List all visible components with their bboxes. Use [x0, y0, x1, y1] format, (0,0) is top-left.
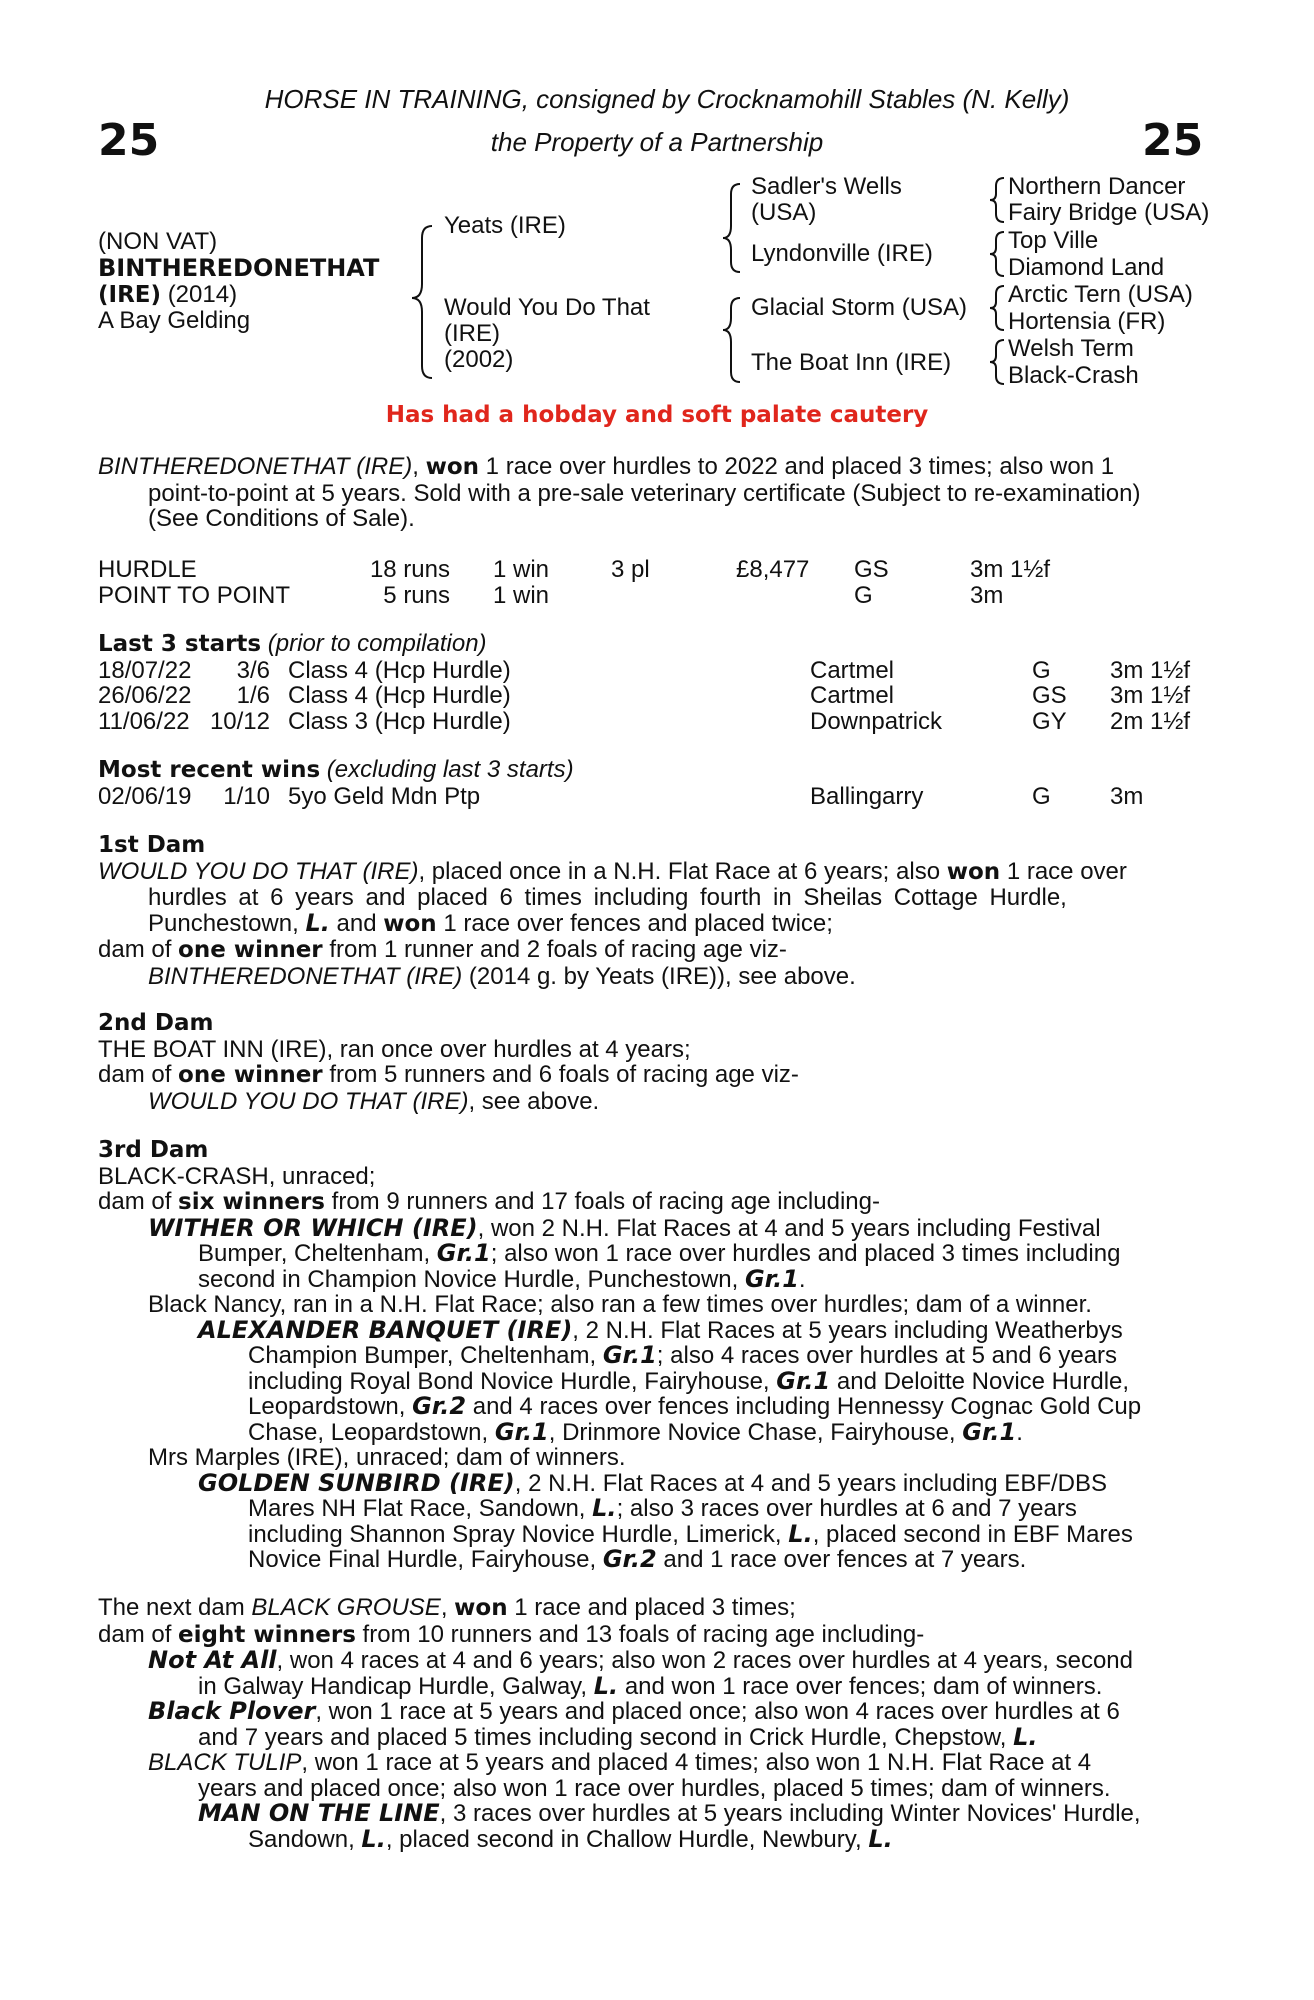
first-dam-line2: hurdles at 6 years and placed 6 times including fourth in Sheilas Cottage Hurdle,: [148, 884, 1067, 911]
record-row: [98, 557, 1206, 583]
start-date: 02/06/19: [98, 782, 192, 810]
summary-line2: point-to-point at 5 years. Sold with a pre-sale veterinary certificate (Subject to re-examination): [148, 479, 1141, 507]
start-pos: 1/6: [236, 682, 270, 709]
record-runs: 18 runs: [369, 556, 450, 583]
golden-sunbird-line2: Mares NH Flat Race, Sandown, L.; also 3 races over hurdles at 6 and 7 years: [248, 1494, 1077, 1522]
first-dam-line3: Punchestown, L. and won 1 race over fences and placed twice;: [148, 908, 833, 937]
start-going: GS: [1032, 682, 1067, 709]
summary-line1: 1 race over hurdles to 2022 and placed 3 times; also won 1: [479, 453, 1115, 480]
first-dam-line4: dam of one winner from 1 runner and 2 foals of racing age viz-: [98, 936, 787, 963]
start-date: 11/06/22: [98, 707, 190, 735]
pedigree-dam-line2: (IRE): [444, 320, 500, 347]
pedigree-dam-sire: Glacial Storm (USA): [751, 294, 968, 321]
start-pos: 3/6: [236, 656, 270, 684]
record-wins: 1 win: [493, 556, 550, 583]
start-row: [98, 658, 1206, 684]
pedigree-sire-dam: Lyndonville (IRE): [751, 240, 933, 267]
start-course: Cartmel: [810, 682, 895, 709]
pedigree-g1: Northern Dancer: [1008, 173, 1186, 200]
pedigree-g5: Arctic Tern (USA): [1008, 281, 1193, 308]
alexander-banquet-line5: Chase, Leopardstown, Gr.1, Drinmore Novice Chase, Fairyhouse, Gr.1.: [248, 1417, 1023, 1446]
recent-wins-heading: [98, 757, 1206, 784]
start-dist: 3m 1½f: [1110, 682, 1191, 709]
start-course: Ballingarry: [810, 782, 924, 810]
brace-dam: [723, 298, 740, 382]
last-three-rows: [98, 658, 1206, 735]
record-type: POINT TO POINT: [98, 581, 291, 609]
record-wins: 1 win: [493, 581, 550, 609]
alexander-banquet-line2: Champion Bumper, Cheltenham, Gr.1; also 4 races over hurdles at 5 and 6 years: [248, 1341, 1118, 1369]
brace-sire: [723, 184, 740, 272]
pedigree-sire-sire-line2: (USA): [751, 199, 817, 226]
last-three-starts: [98, 631, 1206, 734]
last-three-title: Last 3 starts: [98, 631, 262, 657]
recent-wins-rows: [98, 784, 1206, 810]
start-pos: 10/12: [209, 707, 270, 735]
pedigree-braces: [0, 0, 1314, 400]
start-course: Cartmel: [810, 656, 895, 684]
pedigree-g4: Diamond Land: [1008, 254, 1165, 281]
last-three-heading: [98, 631, 1206, 658]
second-dam-section: [98, 1011, 1206, 1114]
summary-paragraph: [98, 454, 1206, 532]
second-dam-line2: dam of one winner from 5 runners and 6 foals of racing age viz-: [98, 1061, 799, 1088]
alexander-banquet-line3: including Royal Bond Novice Hurdle, Fairyhouse, Gr.1 and Deloitte Novice Hurdle,: [248, 1366, 1130, 1395]
start-race: Class 4 (Hcp Hurdle): [288, 682, 511, 709]
record-going: G: [854, 581, 873, 609]
record-row: [98, 583, 1206, 609]
record-runs: 5 runs: [383, 581, 450, 609]
pedigree-g6: Hortensia (FR): [1008, 308, 1166, 335]
next-dam-line1: The next dam BLACK GROUSE, won 1 race and placed 3 times;: [98, 1594, 796, 1621]
record-prize: £8,477: [736, 556, 810, 583]
man-on-the-line-line2: Sandown, L., placed second in Challow Hurdle, Newbury, L.: [248, 1824, 893, 1853]
most-recent-wins: [98, 757, 1206, 809]
black-plover-line1: Black Plover, won 1 race at 5 years and placed once; also won 4 races over hurdles at 6: [148, 1697, 1120, 1725]
record-dist: 3m: [970, 581, 1004, 609]
summary-horse-name: BINTHEREDONETHAT (IRE): [98, 453, 413, 480]
brace-g12: [990, 178, 1004, 222]
golden-sunbird-line1: GOLDEN SUNBIRD (IRE), 2 N.H. Flat Races at 4 and 5 years including EBF/DBS: [198, 1468, 1107, 1497]
black-tulip-line2: years and placed once; also won 1 race over hurdles, placed 5 times; dam of winners.: [198, 1774, 1111, 1802]
record-type: HURDLE: [98, 556, 197, 583]
horse-suffix: (IRE): [98, 282, 162, 308]
third-dam-section: [98, 1138, 1206, 1573]
veterinary-notice: Has had a hobday and soft palate cautery: [385, 402, 929, 428]
start-course: Downpatrick: [810, 707, 943, 735]
start-row: [98, 683, 1206, 709]
not-at-all-line1: Not At All, won 4 races at 4 and 6 years; also won 2 races over hurdles at 4 years, second: [148, 1646, 1133, 1674]
vat-status: (NON VAT): [98, 228, 218, 255]
pedigree-dam-dam: The Boat Inn (IRE): [751, 349, 952, 376]
first-dam-line5: BINTHEREDONETHAT (IRE) (2014 g. by Yeats (IRE)), see above.: [148, 962, 856, 990]
third-dam-line1: BLACK-CRASH, unraced;: [98, 1162, 376, 1190]
start-dist: 3m: [1110, 782, 1144, 810]
consignor-line: HORSE IN TRAINING, consigned by Crocknamohill Stables (N. Kelly): [264, 84, 1070, 114]
brace-g78: [990, 340, 1004, 384]
start-race: 5yo Geld Mdn Ptp: [288, 782, 481, 810]
brace-g34: [990, 232, 1004, 276]
second-dam-line3: WOULD YOU DO THAT (IRE), see above.: [148, 1087, 600, 1115]
start-dist: 3m 1½f: [1110, 656, 1191, 684]
property-line: the Property of a Partnership: [490, 127, 824, 157]
pedigree-dam-line1: Would You Do That: [444, 294, 650, 321]
recent-wins-note: (excluding last 3 starts): [320, 756, 574, 783]
mrs-marples-line: Mrs Marples (IRE), unraced; dam of winners.: [148, 1444, 626, 1471]
record-going: GS: [854, 556, 889, 583]
man-on-the-line-line1: MAN ON THE LINE, 3 races over hurdles at 5 years including Winter Novices' Hurdle,: [198, 1799, 1141, 1827]
summary-won: won: [425, 454, 480, 480]
golden-sunbird-line3: including Shannon Spray Novice Hurdle, Limerick, L., placed second in EBF Mares: [248, 1519, 1133, 1548]
pedigree-g2: Fairy Bridge (USA): [1008, 199, 1210, 226]
wither-or-which-line2: Bumper, Cheltenham, Gr.1; also won 1 race over hurdles and placed 3 times including: [198, 1239, 1121, 1267]
start-going: G: [1032, 656, 1051, 684]
start-race: Class 4 (Hcp Hurdle): [288, 656, 511, 684]
first-dam-line1: WOULD YOU DO THAT (IRE), placed once in a N.H. Flat Race at 6 years; also won 1 race over: [98, 857, 1127, 885]
second-dam-heading: 2nd Dam: [98, 1010, 214, 1036]
last-three-note: (prior to compilation): [261, 630, 487, 657]
record-placed: 3 pl: [611, 556, 650, 583]
third-dam-line2: dam of six winners from 9 runners and 17 foals of racing age including-: [98, 1188, 880, 1215]
start-row: [98, 709, 1206, 735]
not-at-all-line2: in Galway Handicap Hurdle, Galway, L. and won 1 race over fences; dam of winners.: [198, 1671, 1103, 1700]
start-date: 26/06/22: [98, 682, 192, 709]
race-record-table: [98, 557, 1206, 608]
second-dam-line1: THE BOAT INN (IRE), ran once over hurdles at 4 years;: [98, 1035, 691, 1063]
first-dam-heading: 1st Dam: [98, 832, 206, 858]
start-going: GY: [1032, 707, 1067, 735]
first-dam-section: [98, 833, 1206, 989]
start-date: 18/07/22: [98, 656, 192, 684]
next-dam-section: [98, 1595, 1206, 1852]
start-dist: 2m 1½f: [1110, 707, 1191, 735]
recent-wins-title: Most recent wins: [98, 757, 321, 783]
pedigree-dam-line3: (2002): [444, 346, 514, 373]
wither-or-which-line1: WITHER OR WHICH (IRE), won 2 N.H. Flat Races at 4 and 5 years including Festival: [148, 1213, 1101, 1242]
brace-g56: [990, 286, 1004, 330]
pedigree-sire: Yeats (IRE): [444, 212, 566, 239]
black-plover-line2: and 7 years and placed 5 times including second in Crick Hurdle, Chepstow, L.: [198, 1722, 1038, 1751]
black-tulip-line1: BLACK TULIP, won 1 race at 5 years and placed 4 times; also won 1 N.H. Flat Race at 4: [148, 1749, 1092, 1776]
summary-line3: (See Conditions of Sale).: [148, 505, 415, 532]
pedigree-sire-sire-line1: Sadler's Wells: [751, 173, 902, 200]
black-nancy-line: Black Nancy, ran in a N.H. Flat Race; also ran a few times over hurdles; dam of a winner.: [148, 1291, 1092, 1318]
start-race: Class 3 (Hcp Hurdle): [288, 707, 511, 735]
wither-or-which-line3: second in Champion Novice Hurdle, Punchestown, Gr.1.: [198, 1264, 806, 1293]
golden-sunbird-line4: Novice Final Hurdle, Fairyhouse, Gr.2 and 1 race over fences at 7 years.: [248, 1545, 1027, 1573]
horse-year: (2014): [167, 281, 238, 308]
lot-number-left: 25: [98, 115, 160, 166]
start-pos: 1/10: [223, 782, 270, 810]
start-row: [98, 784, 1206, 810]
pedigree-g8: Black-Crash: [1008, 362, 1139, 389]
next-dam-line2: dam of eight winners from 10 runners and 13 foals of racing age including-: [98, 1620, 925, 1648]
alexander-banquet-line4: Leopardstown, Gr.2 and 4 races over fences including Hennessy Cognac Gold Cup: [248, 1392, 1142, 1420]
summary-comma: ,: [412, 453, 426, 480]
third-dam-heading: 3rd Dam: [98, 1137, 209, 1163]
start-going: G: [1032, 782, 1051, 810]
pedigree-g3: Top Ville: [1008, 227, 1099, 254]
lot-number-right: 25: [1142, 115, 1204, 166]
record-dist: 3m 1½f: [970, 556, 1051, 583]
alexander-banquet-line1: ALEXANDER BANQUET (IRE), 2 N.H. Flat Races at 5 years including Weatherbys: [198, 1315, 1123, 1344]
horse-name: BINTHEREDONETHAT: [98, 254, 380, 282]
brace-horse: [412, 226, 432, 378]
horse-description: A Bay Gelding: [98, 307, 251, 334]
pedigree-g7: Welsh Term: [1008, 335, 1134, 362]
